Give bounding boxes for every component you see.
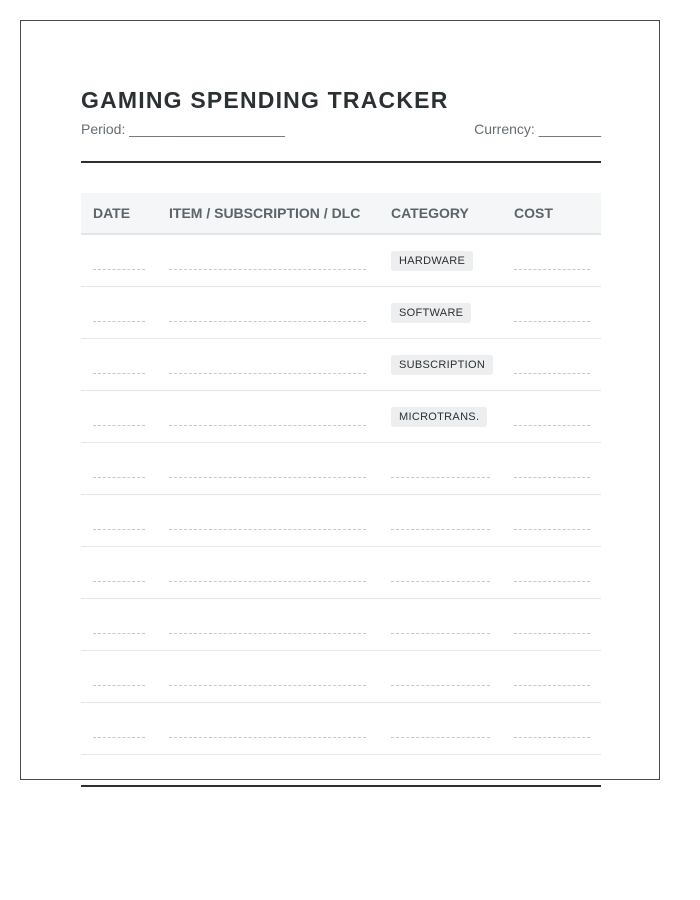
cost-cell[interactable] bbox=[502, 234, 601, 287]
table-body bbox=[81, 234, 601, 755]
cost-cell[interactable] bbox=[502, 287, 601, 339]
table-row bbox=[81, 703, 601, 755]
period-blank[interactable]: ____________________ bbox=[129, 121, 285, 137]
item-cell[interactable] bbox=[157, 495, 379, 547]
cost-cell[interactable] bbox=[502, 703, 601, 755]
cost-entry-line bbox=[514, 581, 590, 582]
category-cell[interactable] bbox=[379, 495, 502, 547]
period-field[interactable] bbox=[81, 121, 285, 138]
item-entry-line bbox=[169, 737, 366, 738]
period-label: Period: bbox=[81, 121, 126, 137]
date-cell[interactable] bbox=[81, 703, 157, 755]
currency-blank[interactable]: ________ bbox=[538, 121, 601, 137]
cost-entry-line bbox=[514, 321, 590, 322]
cost-entry-line bbox=[514, 529, 590, 530]
page-title: GAMING SPENDING TRACKER bbox=[81, 87, 449, 113]
item-entry-line bbox=[169, 581, 366, 582]
cost-entry-line bbox=[514, 425, 590, 426]
cost-cell[interactable] bbox=[502, 391, 601, 443]
table-row bbox=[81, 391, 601, 443]
cost-cell[interactable] bbox=[502, 339, 601, 391]
table-row bbox=[81, 599, 601, 651]
category-cell[interactable] bbox=[379, 703, 502, 755]
item-cell[interactable] bbox=[157, 234, 379, 287]
category-chip[interactable]: SOFTWARE bbox=[391, 303, 471, 323]
cost-entry-line bbox=[514, 685, 590, 686]
category-cell[interactable] bbox=[379, 599, 502, 651]
date-cell[interactable] bbox=[81, 391, 157, 443]
item-cell[interactable] bbox=[157, 287, 379, 339]
date-entry-line bbox=[93, 685, 145, 686]
tracker-content bbox=[81, 86, 601, 755]
date-entry-line bbox=[93, 633, 145, 634]
footer-divider bbox=[81, 785, 601, 787]
date-cell[interactable] bbox=[81, 495, 157, 547]
date-cell[interactable] bbox=[81, 547, 157, 599]
column-header-category: CATEGORY bbox=[379, 193, 502, 234]
item-cell[interactable] bbox=[157, 339, 379, 391]
date-cell[interactable] bbox=[81, 339, 157, 391]
table-row bbox=[81, 547, 601, 599]
category-entry-line bbox=[391, 633, 490, 634]
category-cell[interactable] bbox=[379, 287, 502, 339]
item-entry-line bbox=[169, 529, 366, 530]
cost-entry-line bbox=[514, 373, 590, 374]
meta-row bbox=[81, 121, 601, 138]
item-cell[interactable] bbox=[157, 547, 379, 599]
column-header-cost: COST bbox=[502, 193, 601, 234]
item-entry-line bbox=[169, 425, 366, 426]
category-cell[interactable] bbox=[379, 443, 502, 495]
item-entry-line bbox=[169, 373, 366, 374]
item-cell[interactable] bbox=[157, 651, 379, 703]
table-row bbox=[81, 651, 601, 703]
cost-cell[interactable] bbox=[502, 495, 601, 547]
column-header-date: DATE bbox=[81, 193, 157, 234]
item-cell[interactable] bbox=[157, 599, 379, 651]
item-entry-line bbox=[169, 321, 366, 322]
date-cell[interactable] bbox=[81, 234, 157, 287]
date-entry-line bbox=[93, 425, 145, 426]
cost-entry-line bbox=[514, 737, 590, 738]
item-cell[interactable] bbox=[157, 703, 379, 755]
date-entry-line bbox=[93, 373, 145, 374]
cost-cell[interactable] bbox=[502, 599, 601, 651]
table-row bbox=[81, 495, 601, 547]
item-cell[interactable] bbox=[157, 443, 379, 495]
category-cell[interactable] bbox=[379, 547, 502, 599]
category-entry-line bbox=[391, 737, 490, 738]
category-cell[interactable] bbox=[379, 234, 502, 287]
spending-table bbox=[81, 193, 601, 755]
header-divider bbox=[81, 161, 601, 163]
date-cell[interactable] bbox=[81, 287, 157, 339]
currency-field[interactable] bbox=[474, 121, 601, 138]
category-cell[interactable] bbox=[379, 339, 502, 391]
category-cell[interactable] bbox=[379, 651, 502, 703]
date-cell[interactable] bbox=[81, 599, 157, 651]
category-entry-line bbox=[391, 529, 490, 530]
date-entry-line bbox=[93, 477, 145, 478]
category-entry-line bbox=[391, 581, 490, 582]
item-cell[interactable] bbox=[157, 391, 379, 443]
item-entry-line bbox=[169, 633, 366, 634]
item-entry-line bbox=[169, 477, 366, 478]
table-header-row bbox=[81, 193, 601, 234]
cost-entry-line bbox=[514, 633, 590, 634]
cost-entry-line bbox=[514, 477, 590, 478]
category-entry-line bbox=[391, 685, 490, 686]
date-entry-line bbox=[93, 737, 145, 738]
date-cell[interactable] bbox=[81, 651, 157, 703]
date-entry-line bbox=[93, 529, 145, 530]
category-chip[interactable]: SUBSCRIPTION bbox=[391, 355, 493, 375]
date-cell[interactable] bbox=[81, 443, 157, 495]
category-entry-line bbox=[391, 477, 490, 478]
table-row bbox=[81, 234, 601, 287]
category-chip[interactable]: MICROTRANS. bbox=[391, 407, 487, 427]
cost-entry-line bbox=[514, 269, 590, 270]
column-header-item: ITEM / SUBSCRIPTION / DLC bbox=[157, 193, 379, 234]
table-row bbox=[81, 443, 601, 495]
cost-cell[interactable] bbox=[502, 651, 601, 703]
category-cell[interactable] bbox=[379, 391, 502, 443]
date-entry-line bbox=[93, 321, 145, 322]
date-entry-line bbox=[93, 581, 145, 582]
item-entry-line bbox=[169, 269, 366, 270]
cost-cell[interactable] bbox=[502, 547, 601, 599]
cost-cell[interactable] bbox=[502, 443, 601, 495]
category-chip[interactable]: HARDWARE bbox=[391, 251, 473, 271]
date-entry-line bbox=[93, 269, 145, 270]
table-row bbox=[81, 287, 601, 339]
table-row bbox=[81, 339, 601, 391]
item-entry-line bbox=[169, 685, 366, 686]
currency-label: Currency: bbox=[474, 121, 535, 137]
